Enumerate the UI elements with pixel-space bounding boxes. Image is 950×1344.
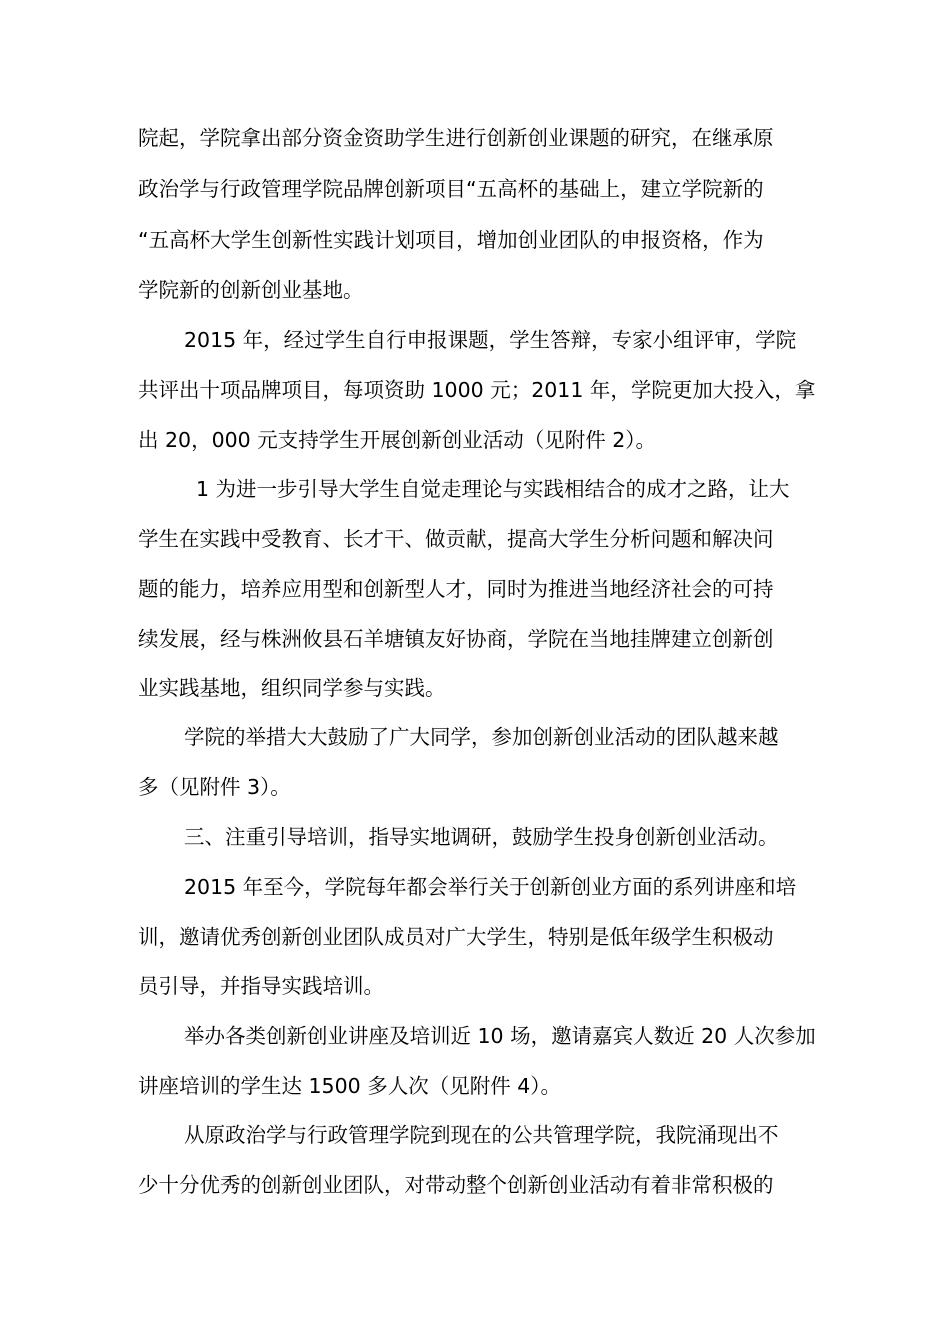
- text-line: 续发展，经与株洲攸县石羊塘镇友好协商，学院在当地挂牌建立创新创: [138, 627, 774, 651]
- text-line: 业实践基地，组织同学参与实践。: [138, 676, 446, 700]
- text-line: 院起，学院拿出部分资金资助学生进行创新创业课题的研究，在继承原: [138, 126, 774, 150]
- text-line: 2015 年至今，学院每年都会举行关于创新创业方面的系列讲座和培: [184, 875, 797, 899]
- text-line: 共评出十项品牌项目，每项资助 1000 元；2011 年，学院更加大投入，拿: [138, 378, 816, 402]
- text-line: 讲座培训的学生达 1500 多人次（见附件 4）。: [138, 1074, 562, 1098]
- text-line: 政治学与行政管理学院品牌创新项目“五高杯的基础上，建立学院新的: [138, 177, 764, 201]
- text-line: 从原政治学与行政管理学院到现在的公共管理学院，我院涌现出不: [184, 1123, 779, 1147]
- text-line: 出 20，000 元支持学生开展创新创业活动（见附件 2）。: [138, 428, 657, 452]
- text-line: 训，邀请优秀创新创业团队成员对广大学生，特别是低年级学生积极动: [138, 925, 774, 949]
- section-heading: 三、注重引导培训，指导实地调研，鼓励学生投身创新创业活动。: [184, 825, 779, 849]
- text-line: 题的能力，培养应用型和创新型人才，同时为推进当地经济社会的可持: [138, 577, 774, 601]
- text-line: 学院新的创新创业基地。: [138, 278, 364, 302]
- text-line: 举办各类创新创业讲座及培训近 10 场，邀请嘉宾人数近 20 人次参加: [184, 1024, 816, 1048]
- text-line: 学院的举措大大鼓励了广大同学，参加创新创业活动的团队越来越: [184, 725, 779, 749]
- text-line: 少十分优秀的创新创业团队，对带动整个创新创业活动有着非常积极的: [138, 1173, 774, 1197]
- text-line: 员引导，并指导实践培训。: [138, 974, 384, 998]
- text-line: 多（见附件 3）。: [138, 775, 291, 799]
- text-line: 学生在实践中受教育、长才干、做贡献，提高大学生分析问题和解决问: [138, 527, 774, 551]
- text-line: 1 为进一步引导大学生自觉走理论与实践相结合的成才之路，让大: [196, 477, 790, 501]
- text-line: “五高杯大学生创新性实践计划项目，增加创业团队的申报资格，作为: [138, 228, 764, 252]
- text-line: 2015 年，经过学生自行申报课题，学生答辩，专家小组评审，学院: [184, 328, 797, 352]
